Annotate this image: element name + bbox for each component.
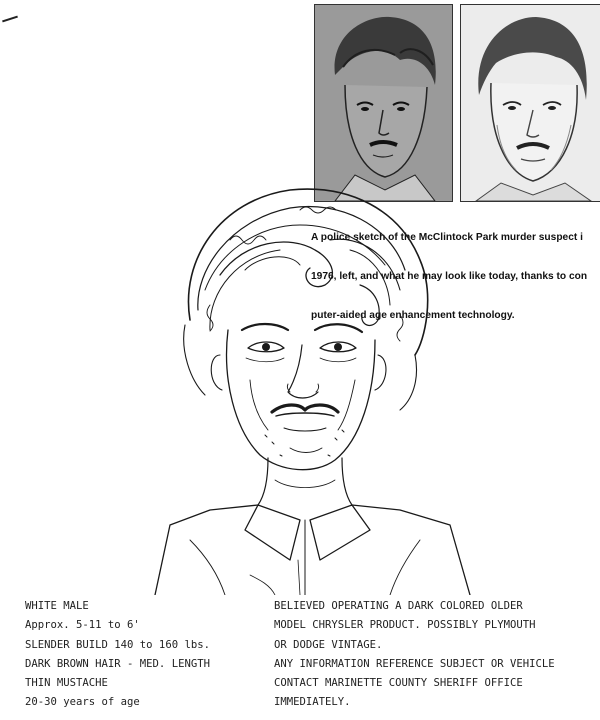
notice-line: IMMEDIATELY.	[274, 696, 351, 709]
description-line: SLENDER BUILD 140 to 160 lbs.	[25, 638, 210, 651]
notice-line: MODEL CHRYSLER PRODUCT. POSSIBLY PLYMOUTH	[274, 619, 536, 632]
suspect-composite-sketch	[150, 180, 485, 595]
caption-line: A police sketch of the McClintock Park murder suspect i	[311, 232, 583, 243]
description-line: Approx. 5-11 to 6'	[25, 619, 140, 632]
scan-mark	[2, 16, 18, 23]
police-sketch-1976-photo	[314, 4, 453, 202]
description-line: WHITE MALE	[25, 600, 89, 612]
caption-line: 1976, left, and what he may look like today, thanks to con	[311, 271, 588, 282]
notice-line: CONTACT MARINETTE COUNTY SHERIFF OFFICE	[274, 677, 523, 690]
notice-line: BELIEVED OPERATING A DARK COLORED OLDER	[274, 600, 523, 612]
notice-line: OR DODGE VINTAGE.	[274, 638, 383, 651]
description-line: THIN MUSTACHE	[25, 677, 108, 690]
age-enhanced-photo	[460, 4, 600, 202]
description-line: 20-30 years of age	[25, 696, 140, 709]
description-line: DARK BROWN HAIR - MED. LENGTH	[25, 657, 210, 670]
notice-line: ANY INFORMATION REFERENCE SUBJECT OR VEHICLE	[274, 657, 555, 670]
physical-description	[25, 597, 210, 713]
vehicle-contact-notice	[274, 597, 555, 713]
caption-line: puter-aided age enhancement technology.	[311, 310, 515, 321]
